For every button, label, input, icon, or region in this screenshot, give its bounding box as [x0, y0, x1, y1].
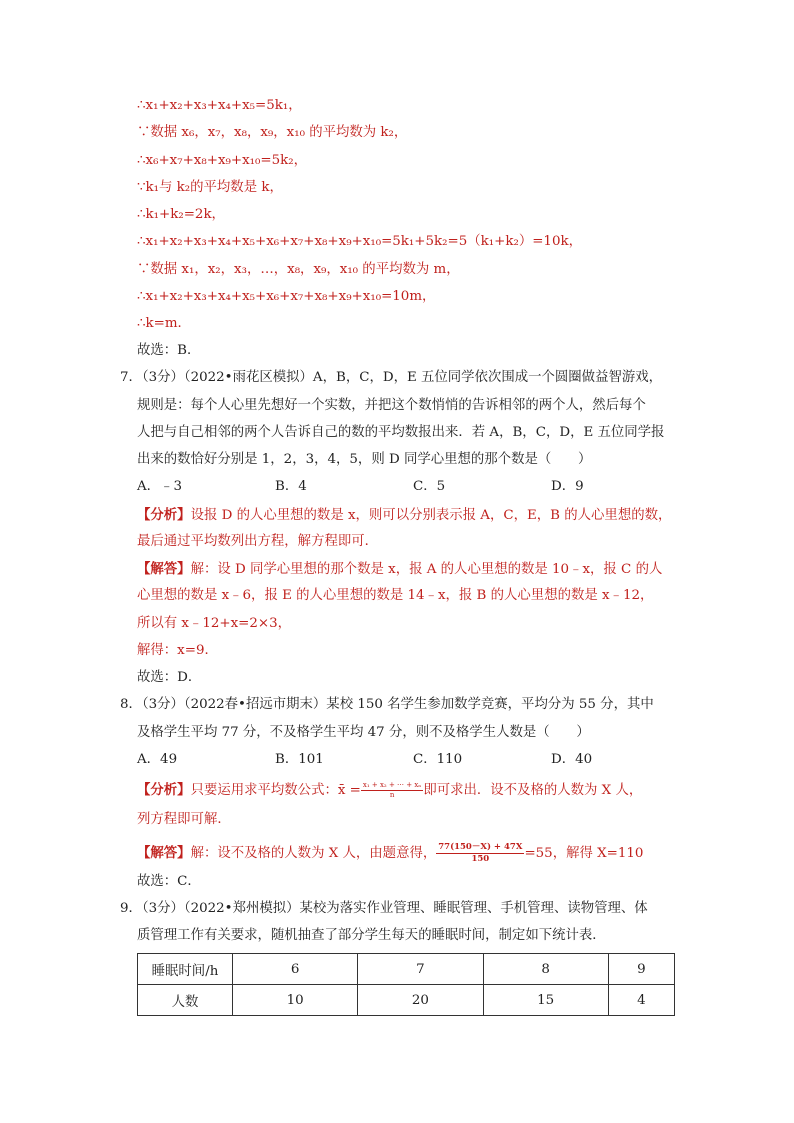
sleep-time-table — [137, 953, 675, 1016]
option-b: B．4 — [275, 479, 307, 494]
solution-text: =55，解得 X=110 — [524, 846, 644, 861]
table-row — [138, 954, 675, 985]
fraction-denominator: 150 — [471, 854, 490, 864]
fraction-numerator: 77(150－X) + 47X — [438, 842, 523, 852]
option-c: C．110 — [413, 752, 463, 767]
table-cell: 8 — [483, 954, 608, 985]
table-cell: 10 — [233, 985, 358, 1016]
table-cell: 7 — [358, 954, 483, 985]
solution-line: ∴x₁+x₂+x₃+x₄+x₅+x₆+x₇+x₈+x₉+x₁₀=5k₁+5k₂=5（k₁+k₂）=10k， — [137, 234, 582, 249]
q7-analysis — [137, 505, 671, 526]
formula-numerator: x₁ + x₂ + ⋯ + xₙ — [362, 781, 422, 789]
solution-line: ∴x₁+x₂+x₃+x₄+x₅=5k₁， — [137, 98, 302, 113]
q7-solution-text: 所以有 x﹣12+x=2×3， — [137, 616, 292, 631]
q7-options — [137, 477, 689, 497]
table-cell: 6 — [233, 954, 358, 985]
analysis-text: 即可求出．设不及格的人数为 X 人， — [423, 783, 643, 798]
table-cell: 9 — [608, 954, 674, 985]
q7-stem: 出来的数恰好分别是 1，2，3，4，5，则 D 同学心里想的那个数是（ ） — [137, 452, 592, 467]
q9-stem: 质管理工作有关要求，随机抽查了部分学生每天的睡眠时间，制定如下统计表． — [137, 928, 606, 943]
q7-solution-text: 心里想的数是 x﹣6，报 E 的人心里想的数是 14﹣x，报 B 的人心里想的数是 x﹣12， — [137, 588, 654, 603]
q8-options — [137, 750, 689, 770]
analysis-text: 设报 D 的人心里想的数是 x，则可以分别表示报 A，C，E，B 的人心里想的数， — [190, 508, 672, 523]
q7-analysis-text: 最后通过平均数列出方程，解方程即可． — [137, 534, 379, 549]
table-row — [138, 985, 675, 1016]
formula-denominator: n — [389, 791, 395, 799]
analysis-tag: 【分析】 — [137, 507, 191, 523]
table-cell: 20 — [358, 985, 483, 1016]
solution-line: ∴k=m． — [137, 316, 191, 331]
table-cell: 4 — [608, 985, 674, 1016]
option-d: D．9 — [551, 479, 584, 494]
q8-stem: 及格学生平均 77 分，不及格学生平均 47 分，则不及格学生人数是（ ） — [137, 725, 590, 740]
answer-line: 故选：B． — [137, 343, 201, 358]
row-header: 睡眠时间/h — [138, 954, 233, 985]
option-a: A．﹣3 — [137, 479, 182, 494]
row-header: 人数 — [138, 985, 233, 1016]
q9-stem: 9．（3分）（2022•郑州模拟）某校为落实作业管理、睡眠管理、手机管理、读物管理、体 — [120, 901, 648, 916]
analysis-text: 只要运用求平均数公式：x̄ = — [190, 783, 361, 798]
q8-analysis — [137, 780, 642, 801]
solution-line: ∴x₁+x₂+x₃+x₄+x₅+x₆+x₇+x₈+x₉+x₁₀=10m， — [137, 289, 436, 304]
q7-stem: 规则是：每个人心里先想好一个实数，并把这个数悄悄的告诉相邻的两个人，然后每个 — [137, 398, 646, 413]
equation-fraction — [436, 842, 524, 865]
q8-analysis-text: 列方程即可解． — [137, 812, 231, 827]
q7-answer: 故选：D． — [137, 670, 202, 685]
q7-solution-text: 解得：x=9． — [137, 643, 218, 658]
q8-stem: 8．（3分）（2022春•招远市期末）某校 150 名学生参加数学竞赛，平均分为 55 分，其中 — [120, 697, 654, 712]
q7-stem: 7．（3分）（2022•雨花区模拟）A，B，C，D，E 五位同学依次围成一个圆圈做益智游戏， — [120, 370, 663, 385]
solution-line: ∴k₁+k₂=2k， — [137, 207, 225, 222]
q8-answer: 故选：C． — [137, 874, 201, 889]
option-a: A．49 — [137, 752, 178, 767]
solution-line: ∵k₁与 k₂的平均数是 k， — [137, 180, 283, 195]
mean-formula — [361, 781, 423, 800]
solution-line: ∴x₆+x₇+x₈+x₉+x₁₀=5k₂， — [137, 153, 307, 168]
q8-solution — [137, 842, 643, 865]
table-cell: 15 — [483, 985, 608, 1016]
option-d: D．40 — [551, 752, 593, 767]
solution-tag: 【解答】 — [137, 845, 191, 861]
option-b: B．101 — [275, 752, 324, 767]
analysis-tag: 【分析】 — [137, 782, 191, 798]
q7-stem: 人把与自己相邻的两个人告诉自己的数的平均数报出来．若 A，B，C，D，E 五位同学报 — [137, 425, 665, 440]
solution-text: 解：设 D 同学心里想的那个数是 x，报 A 的人心里想的数是 10﹣x，报 C 的人 — [190, 562, 663, 577]
solution-line: ∵数据 x₆，x₇，x₈，x₉，x₁₀ 的平均数为 k₂， — [137, 125, 408, 140]
solution-text: 解：设不及格的人数为 X 人，由题意得， — [190, 846, 437, 861]
q7-solution — [137, 559, 662, 580]
solution-tag: 【解答】 — [137, 561, 191, 577]
option-c: C．5 — [413, 479, 446, 494]
solution-line: ∵数据 x₁，x₂，x₃，…，x₈，x₉，x₁₀ 的平均数为 m， — [137, 262, 460, 277]
